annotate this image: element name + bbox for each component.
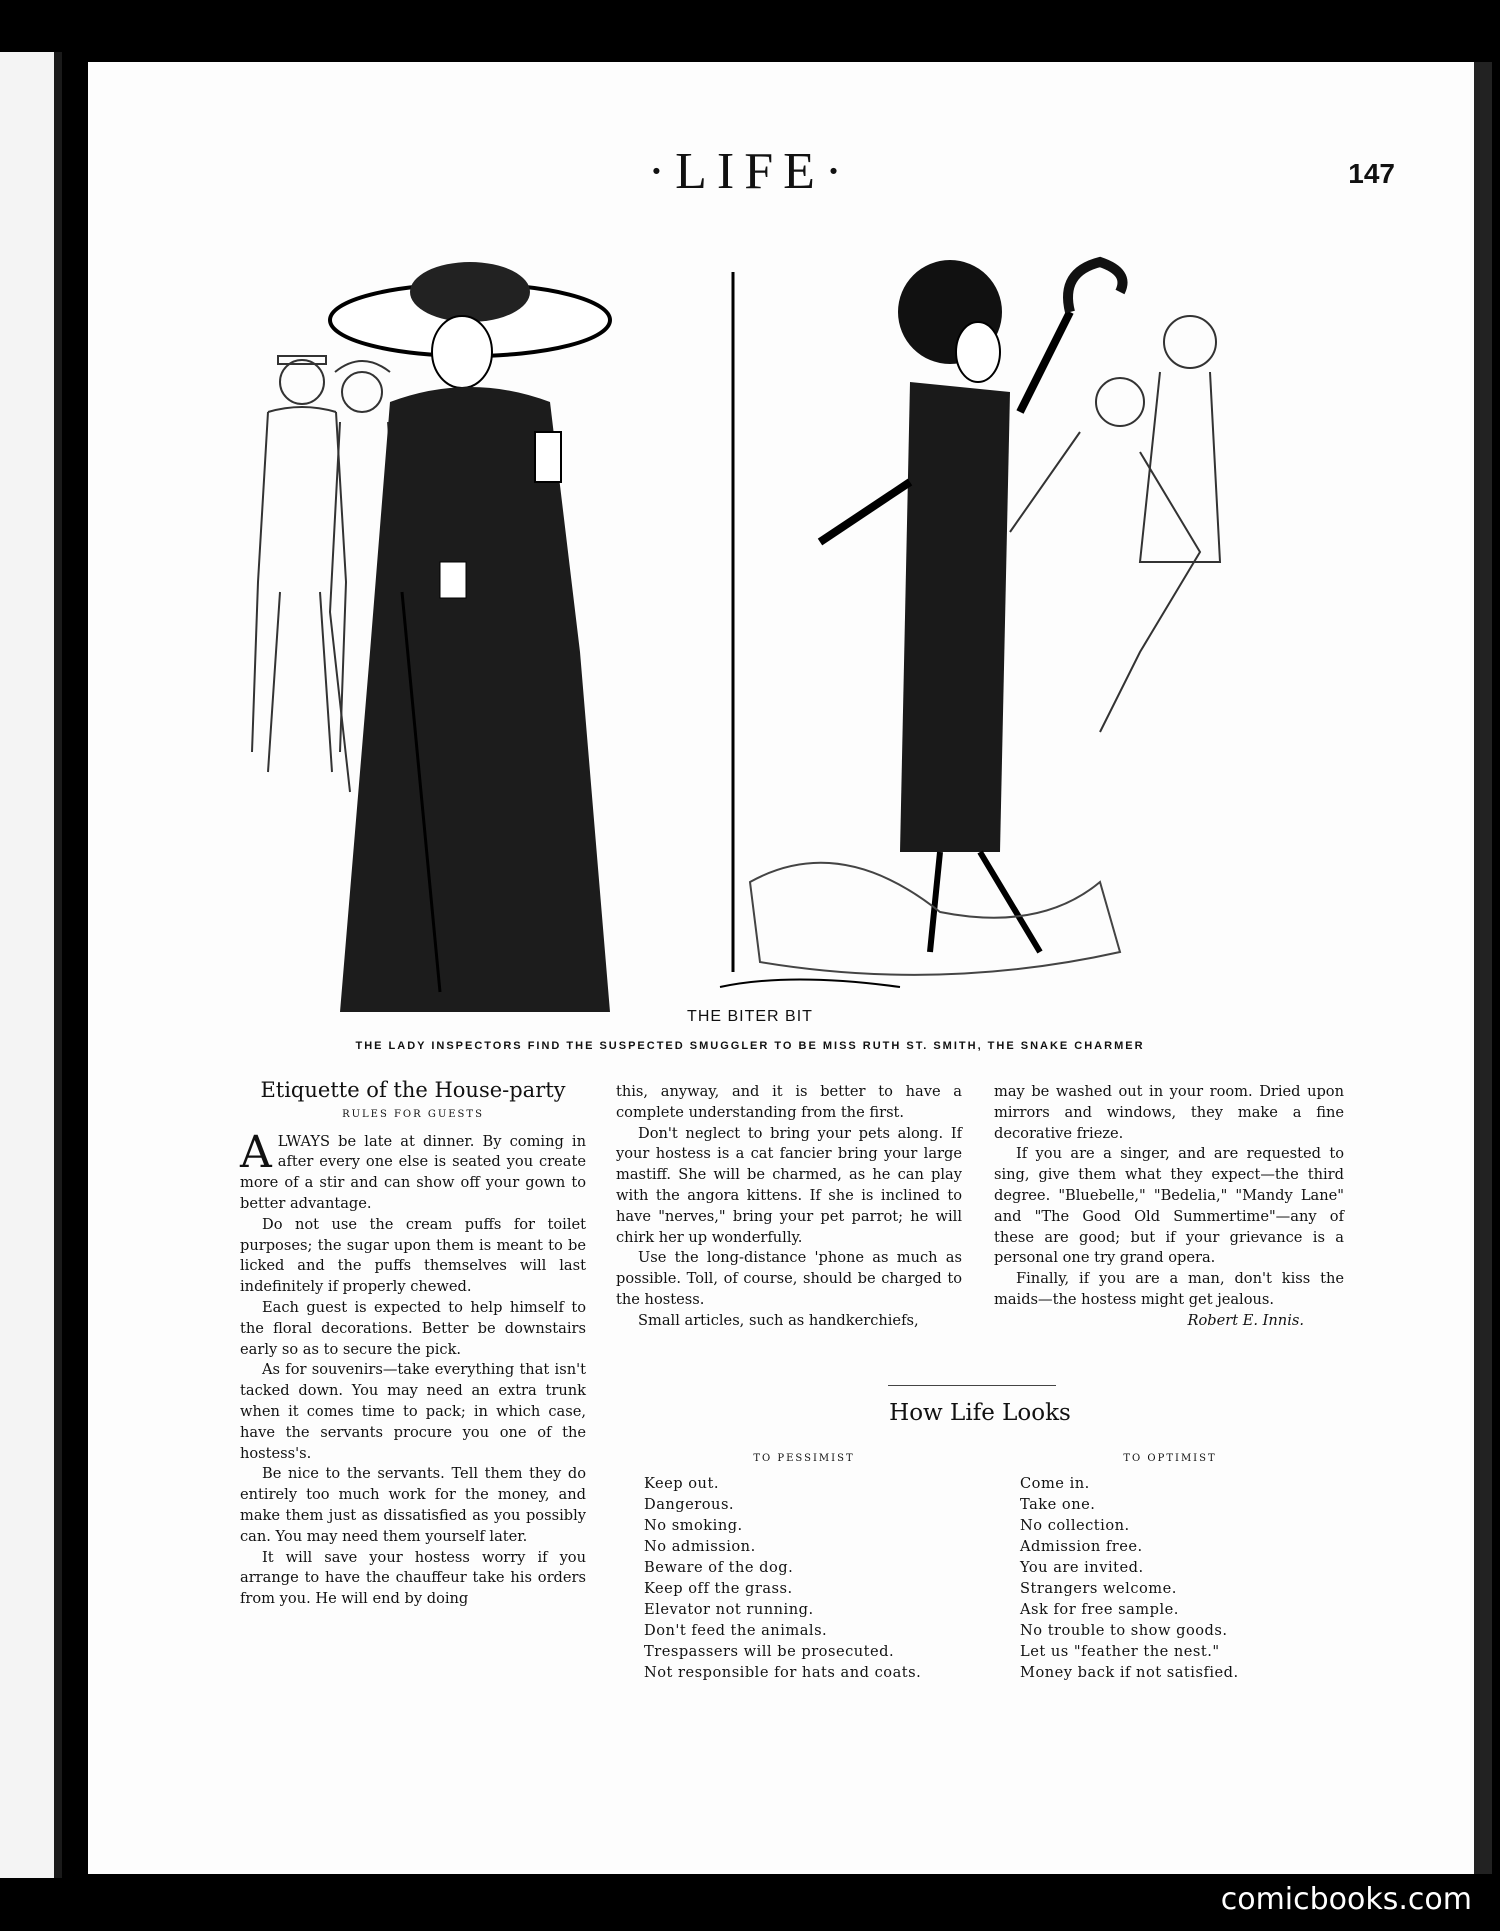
article-column-1: [240, 1080, 586, 1610]
article-paragraph: ALWAYS be late at dinner. By coming in after every one else is seated you create more of a stir and can show off your gown to better advantage.: [240, 1126, 586, 1212]
facing-page-edge: [0, 52, 62, 1878]
list-item: No collection.: [1020, 1517, 1130, 1534]
article-column-3: [994, 1082, 1344, 1332]
list-item: Not responsible for hats and coats.: [644, 1664, 922, 1681]
list-item: Dangerous.: [644, 1496, 735, 1513]
list-item: Ask for free sample.: [1020, 1601, 1179, 1618]
artist-signature: [720, 980, 900, 988]
list-item: Take one.: [1020, 1496, 1096, 1513]
list-item: Beware of the dog.: [644, 1559, 794, 1576]
masthead: ·LIFE·: [647, 143, 853, 200]
article-subtitle: RULES FOR GUESTS: [342, 1108, 484, 1120]
article-paragraph: If you are a singer, and are requested to sing, give them what they expect—the third degree. "Bluebelle," "Bedelia," "Mandy Lane" and "The Good Old Summertime"—any of these are good; but if your grievance is a personal one try grand opera.: [994, 1145, 1344, 1267]
list-item: No smoking.: [644, 1517, 743, 1534]
page-edge-shadow: [1474, 62, 1492, 1874]
list-item: No admission.: [644, 1538, 756, 1555]
article-title: Etiquette of the House-party: [260, 1078, 566, 1102]
pessimist-list: [644, 1448, 964, 1683]
drop-cap: A: [240, 1126, 272, 1178]
cartoon-title: THE BITER BIT: [687, 1008, 813, 1025]
article-paragraph: Don't neglect to bring your pets along. If your hostess is a cat fancier bring your large mastiff. She will be charmed, as he can play with the angora kittens. If she is inclined to have "nerves," bring your pet parrot; he will chirk her up wonderfully.: [616, 1124, 962, 1246]
list-item: Money back if not satisfied.: [1020, 1664, 1239, 1681]
pessimist-header: TO PESSIMIST: [753, 1453, 855, 1464]
frightened-women-sketch: [1010, 316, 1220, 732]
optimist-list: [1020, 1448, 1320, 1683]
article-paragraph: Finally, if you are a man, don't kiss the maids—the hostess might get jealous.: [994, 1270, 1344, 1308]
article-paragraph: Each guest is expected to help himself to the floral decorations. Better be downstairs early so as to secure the pick.: [240, 1298, 586, 1358]
cartoon-caption: THE LADY INSPECTORS FIND THE SUSPECTED SMUGGLER TO BE MISS RUTH ST. SMITH, THE SNAKE CHARMER: [355, 1040, 1145, 1052]
list-item: Strangers welcome.: [1020, 1580, 1177, 1597]
section-rule: [888, 1385, 1056, 1386]
site-watermark: comicbooks.com: [1220, 1882, 1472, 1917]
article-column-2: [616, 1082, 962, 1332]
list-item: Come in.: [1020, 1475, 1090, 1492]
page-number: 147: [1348, 158, 1395, 189]
article-paragraph: Be nice to the servants. Tell them they do entirely too much work for the money, and make them just as dissatisfied as you possibly can. You may need them yourself later.: [240, 1465, 586, 1545]
article-paragraph: It will save your hostess worry if you arrange to have the chauffeur take his orders from you. He will end by doing: [240, 1548, 586, 1608]
article-paragraph: As for souvenirs—take everything that isn't tacked down. You may need an extra trunk when it comes time to pack; in which case, have the servants procure you one of the hostess's.: [240, 1361, 586, 1462]
list-item: No trouble to show goods.: [1020, 1622, 1228, 1639]
list-item: Elevator not running.: [644, 1601, 814, 1618]
list-item: Don't feed the animals.: [644, 1622, 828, 1639]
article-paragraph: may be washed out in your room. Dried upon mirrors and windows, they make a fine decorative frieze.: [994, 1083, 1344, 1142]
list-item: Admission free.: [1020, 1538, 1143, 1555]
list-item: Trespassers will be prosecuted.: [644, 1643, 895, 1660]
list-item: Keep out.: [644, 1475, 719, 1492]
list-item: You are invited.: [1020, 1559, 1144, 1576]
article-paragraph: Small articles, such as handkerchiefs,: [638, 1311, 919, 1329]
article-paragraph: Do not use the cream puffs for toilet purposes; the sugar upon them is meant to be licked and the puffs themselves will last indefinitely if properly chewed.: [240, 1215, 586, 1296]
list-item: Let us "feather the nest.": [1020, 1643, 1220, 1660]
article-author: Robert E. Innis.: [1187, 1311, 1304, 1329]
article-paragraph: this, anyway, and it is better to have a complete understanding from the first.: [616, 1083, 962, 1121]
optimist-header: TO OPTIMIST: [1123, 1453, 1217, 1464]
snake-charmer-figure: [820, 260, 1123, 952]
how-life-looks-title: How Life Looks: [889, 1400, 1071, 1426]
article-paragraph: Use the long-distance 'phone as much as possible. Toll, of course, should be charged to the hostess.: [616, 1249, 962, 1308]
list-item: Keep off the grass.: [644, 1580, 793, 1597]
cartoon-illustration: [140, 232, 1250, 1012]
